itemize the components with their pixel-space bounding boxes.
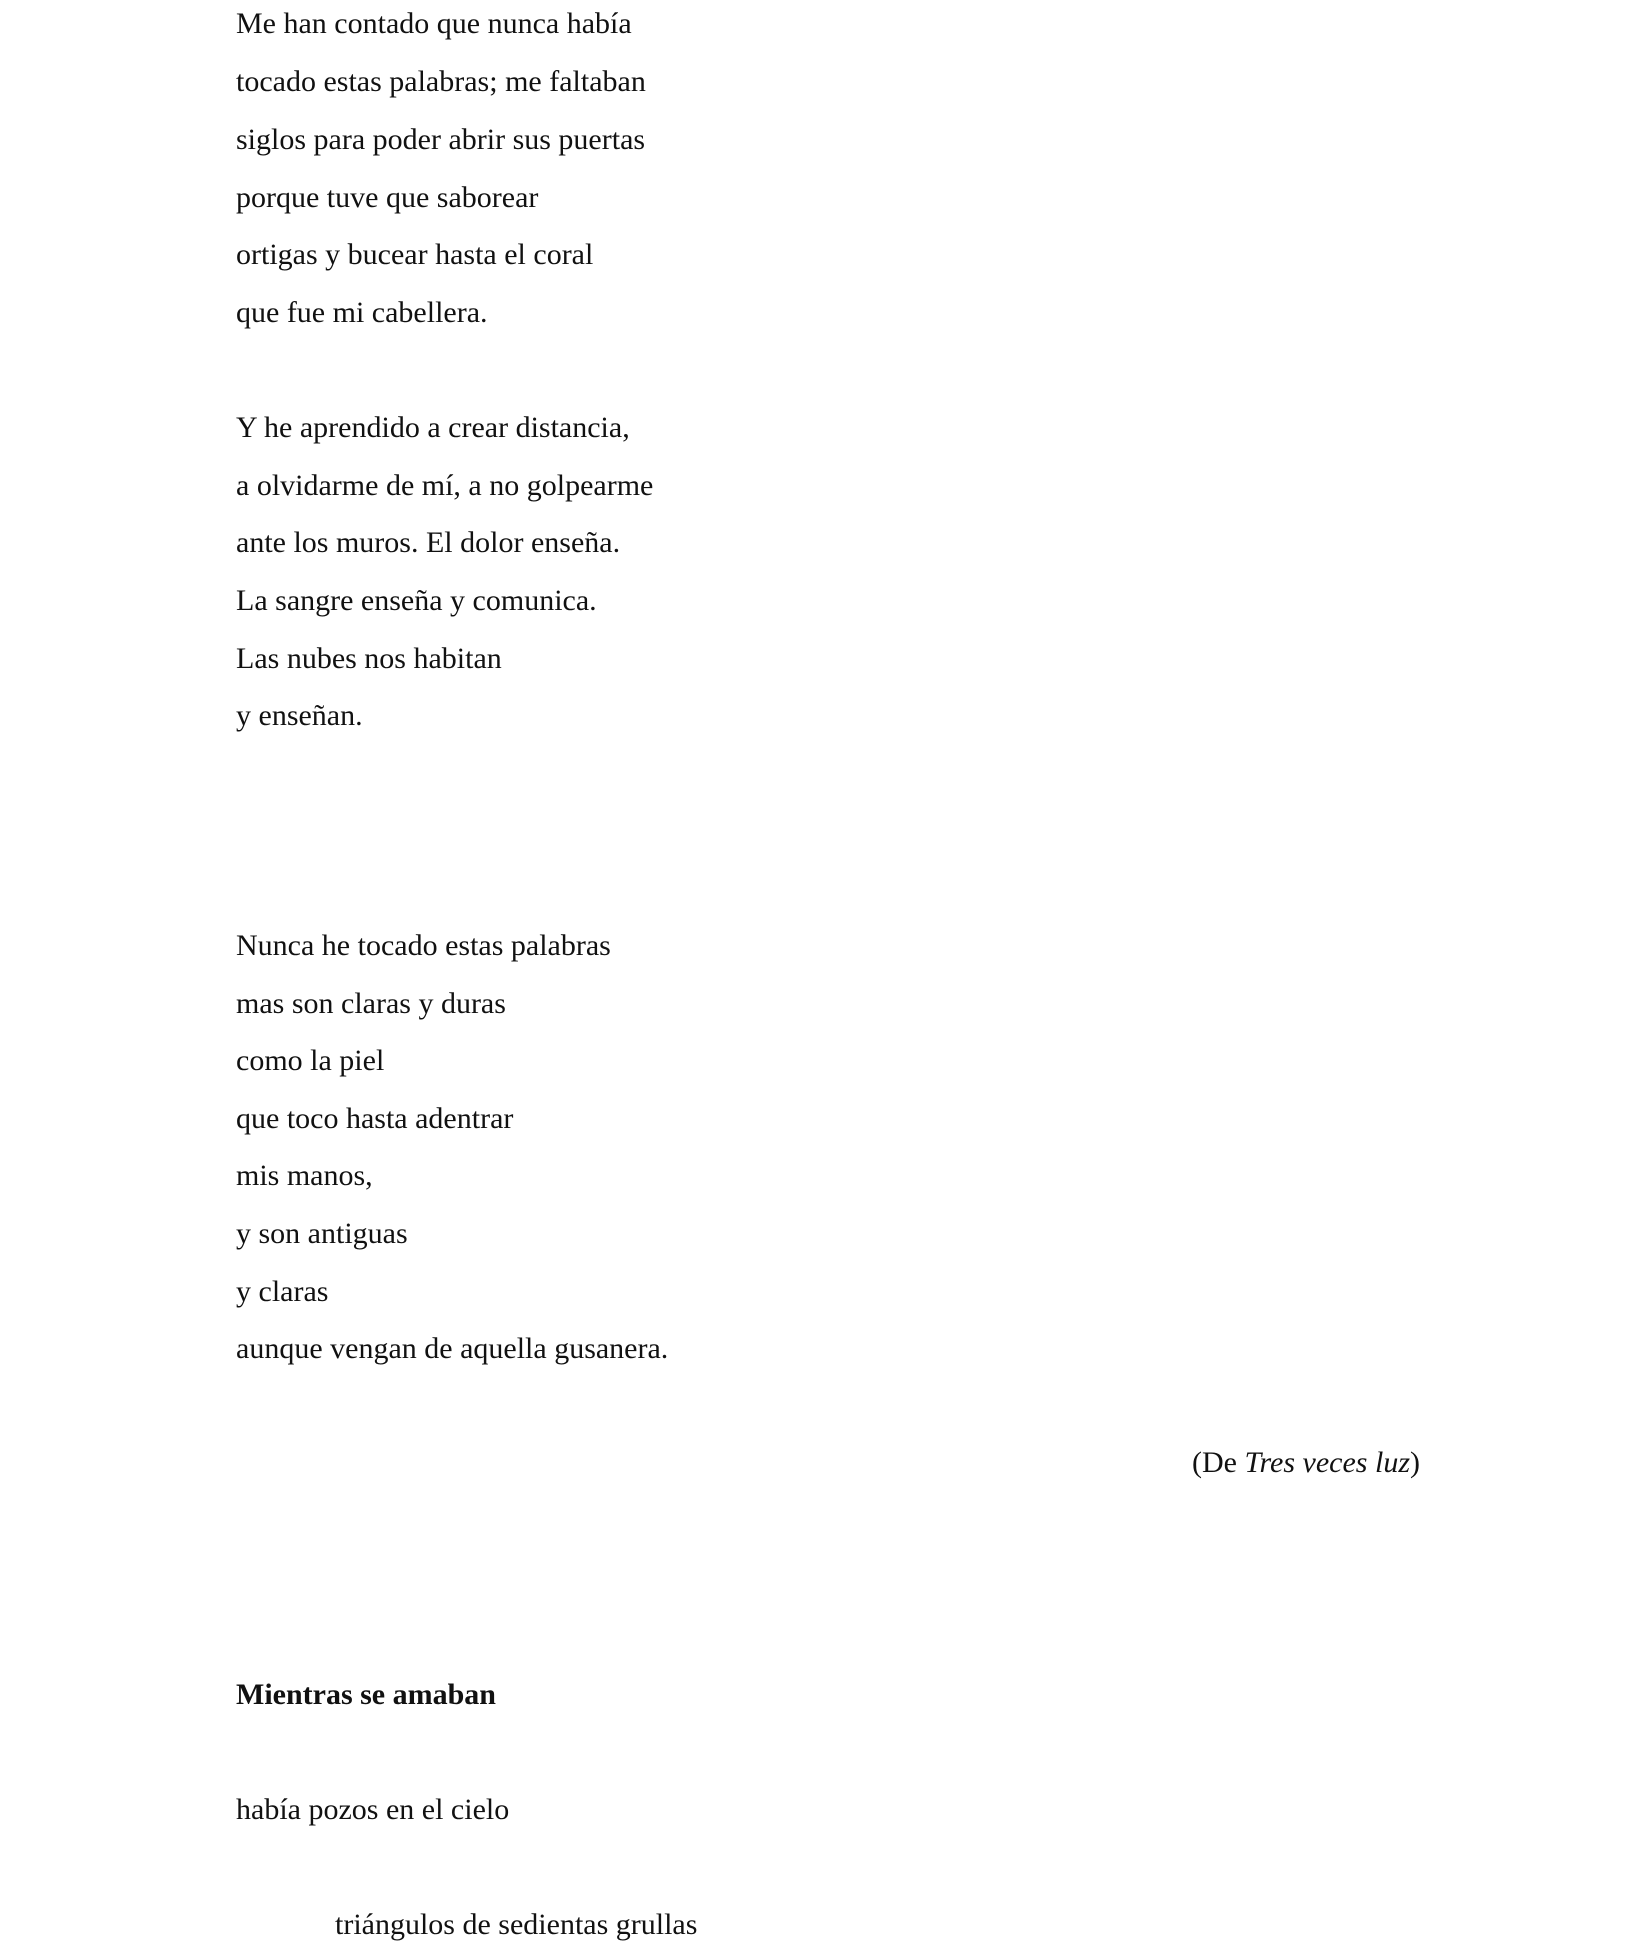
book-title: Tres veces luz <box>1244 1446 1410 1479</box>
poem-line: Me han contado que nunca había <box>236 7 632 40</box>
poem-line: y enseñan. <box>236 699 363 732</box>
poem-line: y claras <box>236 1275 329 1308</box>
poem-line: a olvidarme de mí, a no golpearme <box>236 469 654 502</box>
poem-line: ante los muros. El dolor enseña. <box>236 526 621 559</box>
poem-line: siglos para poder abrir sus puertas <box>236 123 646 156</box>
poem-line: Las nubes nos habitan <box>236 642 502 675</box>
source-attribution <box>1192 1445 1420 1481</box>
poem-line: mas son claras y duras <box>236 987 506 1020</box>
poem-line: aunque vengan de aquella gusanera. <box>236 1332 669 1365</box>
poem-line: había pozos en el cielo <box>236 1793 510 1826</box>
poem-line: porque tuve que saborear <box>236 181 539 214</box>
poem-line: como la piel <box>236 1044 385 1077</box>
poem-line: que fue mi cabellera. <box>236 296 488 329</box>
poem-line: y son antiguas <box>236 1217 408 1250</box>
poem-title: Mientras se amaban <box>236 1678 496 1711</box>
source-open: (De <box>1191 1446 1245 1479</box>
poem-line: Y he aprendido a crear distancia, <box>236 411 630 444</box>
poem-line: mis manos, <box>236 1159 373 1192</box>
source-close: ) <box>1410 1446 1420 1479</box>
poem-line: Nunca he tocado estas palabras <box>236 929 611 962</box>
poem-line: La sangre enseña y comunica. <box>236 584 597 617</box>
poem-line: tocado estas palabras; me faltaban <box>236 65 646 98</box>
poem-line-indented: triángulos de sedientas grullas <box>335 1908 698 1941</box>
poem-line: ortigas y bucear hasta el coral <box>236 238 594 271</box>
poem-line: que toco hasta adentrar <box>236 1102 514 1135</box>
